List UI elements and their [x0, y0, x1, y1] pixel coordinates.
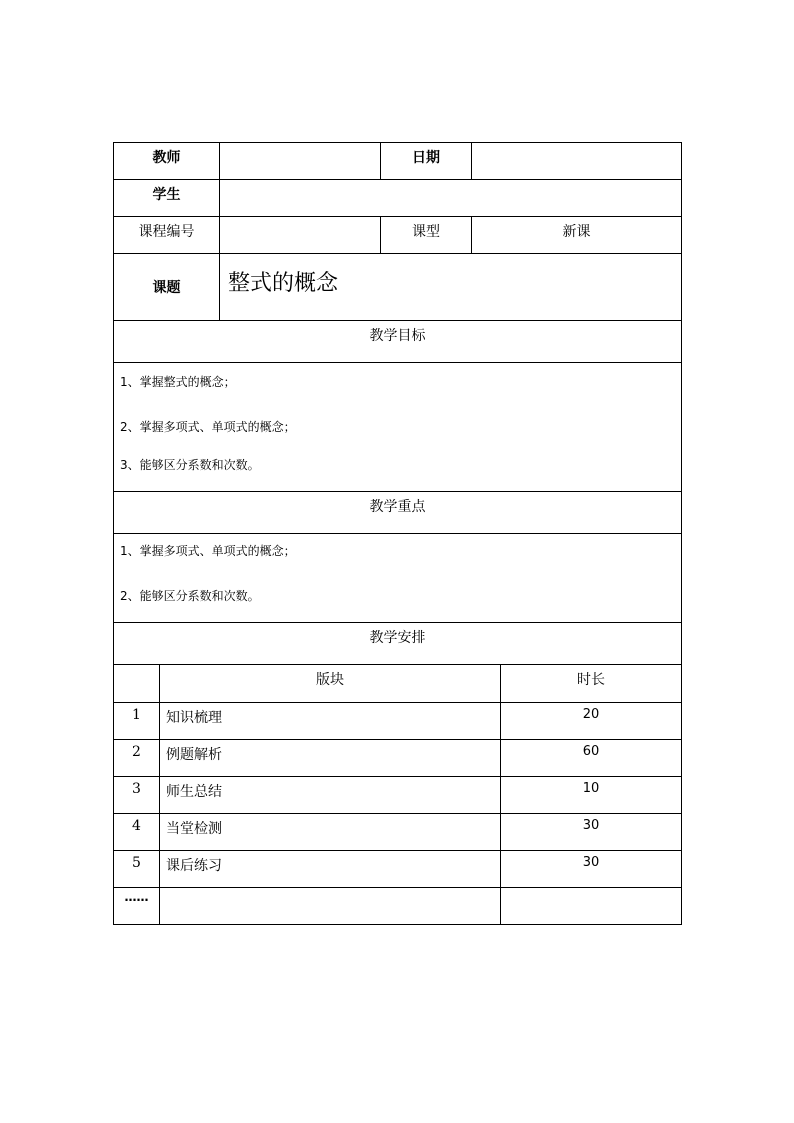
topic-value: 整式的概念 — [220, 254, 682, 321]
row-number: 1 — [114, 702, 160, 739]
table-row — [114, 850, 682, 887]
key-points-list — [114, 534, 682, 623]
row-block: 当堂检测 — [160, 813, 501, 850]
course-no-label: 课程编号 — [114, 217, 220, 254]
key-point-item: 2、能够区分系数和次数。 — [120, 589, 260, 603]
table-row — [114, 813, 682, 850]
row-duration: 10 — [501, 776, 682, 813]
arrangement-table — [113, 665, 682, 925]
objective-item: 3、能够区分系数和次数。 — [120, 458, 260, 472]
arrangement-title: 教学安排 — [114, 623, 682, 665]
arrangement-header-no — [114, 665, 160, 702]
teacher-value[interactable] — [220, 143, 381, 180]
key-point-item: 1、掌握多项式、单项式的概念； — [120, 544, 296, 558]
teacher-label: 教师 — [114, 143, 220, 180]
lesson-type-label: 课型 — [381, 217, 472, 254]
arrangement-header-duration: 时长 — [501, 665, 682, 702]
student-label: 学生 — [114, 180, 220, 217]
row-block: 例题解析 — [160, 739, 501, 776]
table-row — [114, 739, 682, 776]
lesson-plan-document — [113, 142, 681, 925]
table-row — [114, 887, 682, 924]
row-duration: 20 — [501, 702, 682, 739]
table-row — [114, 776, 682, 813]
row-duration — [501, 887, 682, 924]
lesson-type-value: 新课 — [472, 217, 682, 254]
row-duration: 30 — [501, 850, 682, 887]
student-value[interactable] — [220, 180, 682, 217]
row-duration: 30 — [501, 813, 682, 850]
row-block: 知识梳理 — [160, 702, 501, 739]
objective-item: 1、掌握整式的概念； — [120, 375, 236, 389]
date-label: 日期 — [381, 143, 472, 180]
row-block — [160, 887, 501, 924]
row-block: 课后练习 — [160, 850, 501, 887]
row-number: 4 — [114, 813, 160, 850]
lesson-header-table — [113, 142, 682, 665]
course-no-value[interactable] — [220, 217, 381, 254]
objectives-title: 教学目标 — [114, 321, 682, 363]
key-points-title: 教学重点 — [114, 492, 682, 534]
topic-label: 课题 — [114, 254, 220, 321]
row-number: 5 — [114, 850, 160, 887]
row-duration: 60 — [501, 739, 682, 776]
row-number: 3 — [114, 776, 160, 813]
objectives-list — [114, 363, 682, 492]
date-value[interactable] — [472, 143, 682, 180]
arrangement-header-block: 版块 — [160, 665, 501, 702]
row-number: 2 — [114, 739, 160, 776]
objective-item: 2、掌握多项式、单项式的概念； — [120, 420, 296, 434]
row-ellipsis: …… — [114, 887, 160, 924]
table-row — [114, 702, 682, 739]
row-block: 师生总结 — [160, 776, 501, 813]
